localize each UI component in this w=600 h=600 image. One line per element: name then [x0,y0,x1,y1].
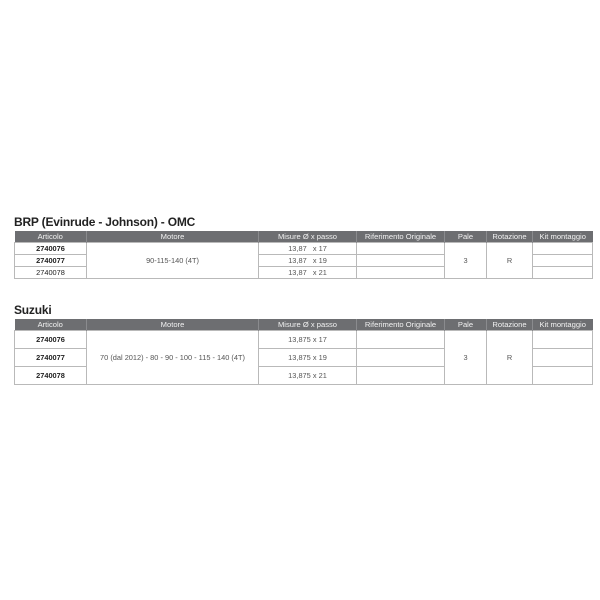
header-riferimento: Riferimento Originale [357,231,445,243]
motore-cell: 90-115-140 (4T) [87,243,259,279]
articolo-cell: 2740076 [15,331,87,349]
kit-cell [533,349,593,367]
kit-cell [533,367,593,385]
articolo-cell: 2740076 [15,243,87,255]
section-title: Suzuki [14,303,52,317]
pale-cell: 3 [445,243,487,279]
header-pale: Pale [445,231,487,243]
section-suzuki [14,302,586,385]
kit-cell [533,255,593,267]
header-riferimento: Riferimento Originale [357,319,445,331]
riferimento-cell [357,255,445,267]
misure-cell: 13,875 x 21 [259,367,357,385]
kit-cell [533,331,593,349]
header-motore: Motore [87,231,259,243]
header-motore: Motore [87,319,259,331]
misure-cell: 13,87 x 17 [259,243,357,255]
misure-cell: 13,87 x 19 [259,255,357,267]
header-articolo: Articolo [15,231,87,243]
header-misure: Misure Ø x passo [259,231,357,243]
header-pale: Pale [445,319,487,331]
kit-cell [533,267,593,279]
articolo-cell: 2740078 [15,367,87,385]
header-kit: Kit montaggio [533,319,593,331]
riferimento-cell [357,243,445,255]
motore-cell: 70 (dal 2012) - 80 - 90 - 100 - 115 - 140 (4T) [87,331,259,385]
riferimento-cell [357,367,445,385]
rotazione-cell: R [487,243,533,279]
riferimento-cell [357,349,445,367]
table-row [15,243,593,255]
table-header-row [15,319,593,331]
misure-cell: 13,875 x 19 [259,349,357,367]
parts-table [14,231,593,279]
section-title: BRP (Evinrude - Johnson) - OMC [14,215,196,229]
articolo-cell: 2740077 [15,349,87,367]
header-kit: Kit montaggio [533,231,593,243]
articolo-cell: 2740077 [15,255,87,267]
table-header-row [15,231,593,243]
header-misure: Misure Ø x passo [259,319,357,331]
articolo-cell: 2740078 [15,267,87,279]
table-row [15,331,593,349]
kit-cell [533,243,593,255]
header-rotazione: Rotazione [487,319,533,331]
rotazione-cell: R [487,331,533,385]
section-brp [14,214,586,279]
misure-cell: 13,87 x 21 [259,267,357,279]
header-rotazione: Rotazione [487,231,533,243]
riferimento-cell [357,267,445,279]
misure-cell: 13,875 x 17 [259,331,357,349]
pale-cell: 3 [445,331,487,385]
header-articolo: Articolo [15,319,87,331]
riferimento-cell [357,331,445,349]
parts-table [14,319,593,385]
